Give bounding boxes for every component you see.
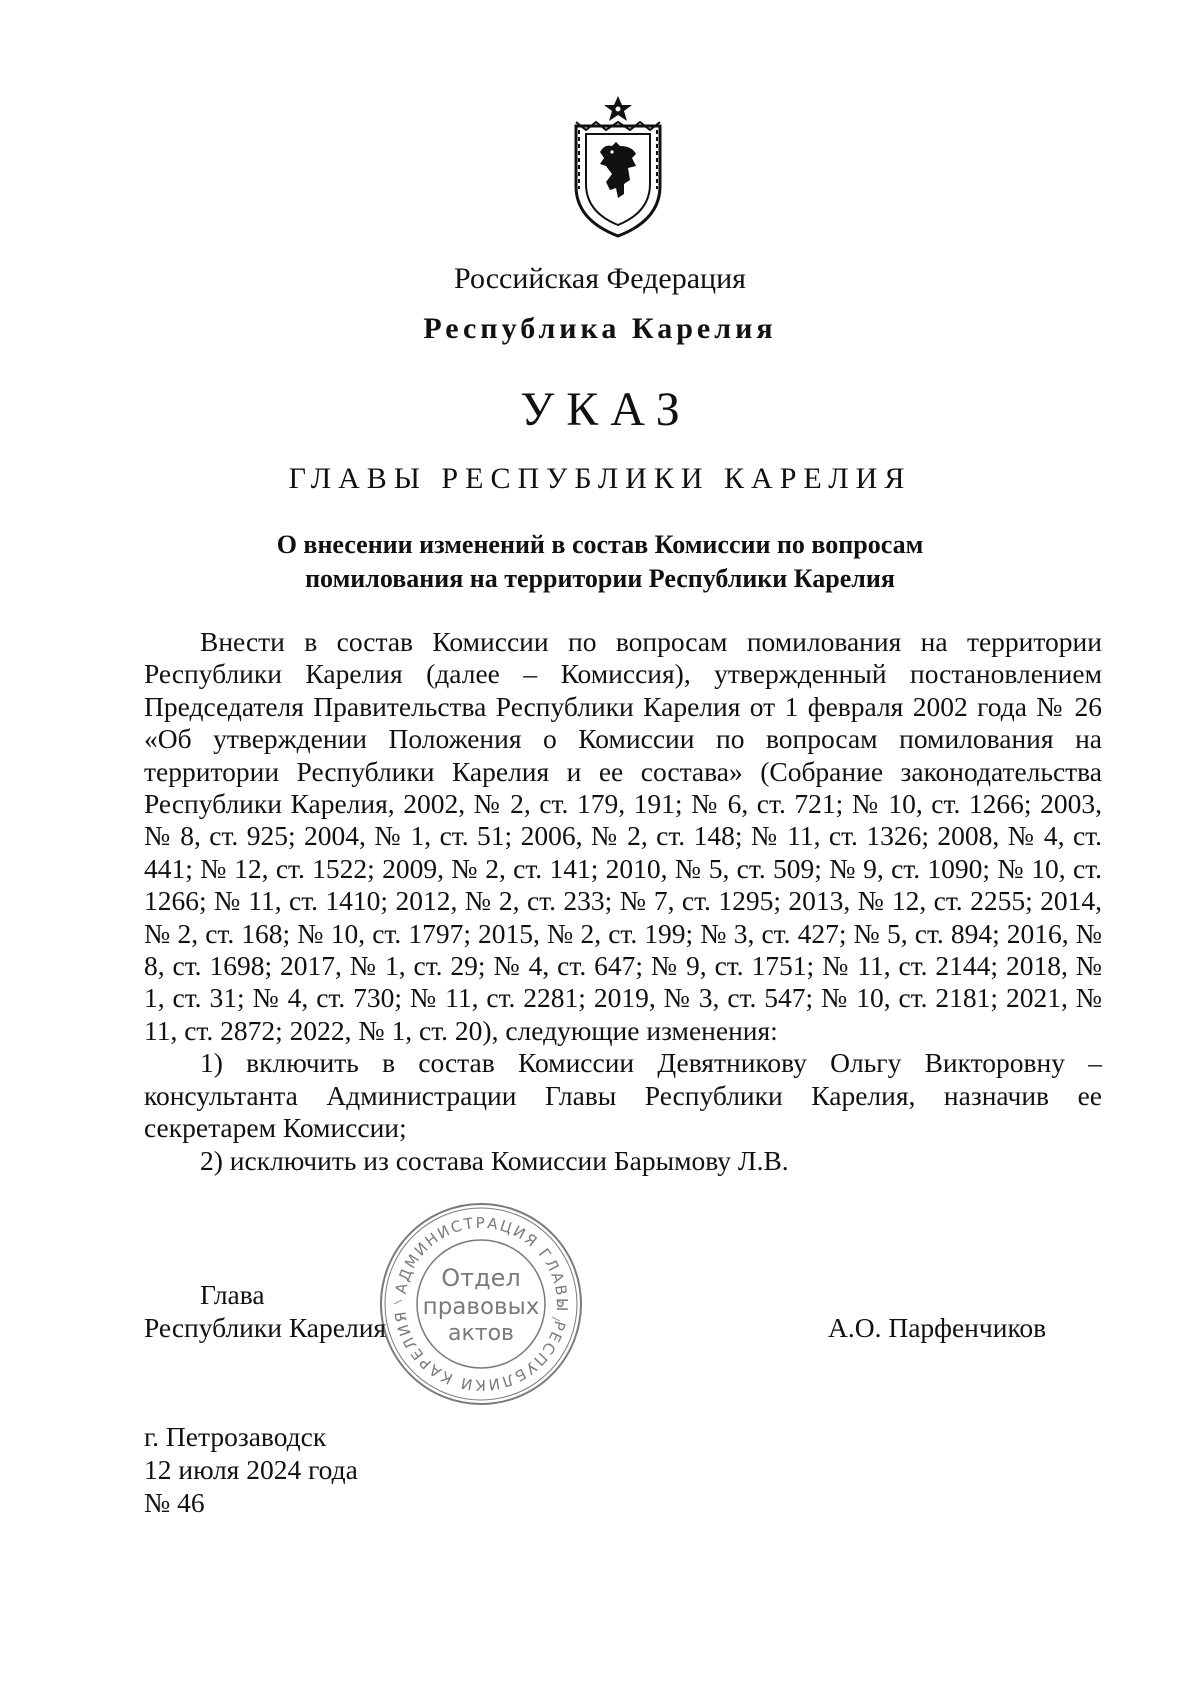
country-name: Российская Федерация <box>454 262 746 295</box>
signatory-title-line-1: Глава <box>200 1279 265 1310</box>
issue-details <box>144 1420 358 1519</box>
title-line-2: помилования на территории Республики Карелия <box>305 564 895 593</box>
signatory-title-line-2: Республики Карелия <box>144 1312 387 1343</box>
republic-name: Республика Карелия <box>423 312 777 345</box>
issuer-line: ГЛАВЫ РЕСПУБЛИКИ КАРЕЛИЯ <box>288 462 912 495</box>
karelia-coat-of-arms-icon <box>566 94 670 238</box>
issue-city: г. Петрозаводск <box>144 1421 327 1452</box>
stamp-line-3: актов <box>447 1321 515 1346</box>
main-paragraph: Внести в состав Комиссии по вопросам помилования на территории Республики Карелия (далее – Комиссия), утвержденный постановлением Председателя Правительства Республики Карелия от 1 февраля 2002 года № 26 «Об утверждении Положения о Комиссии по вопросам помилования на территории Республики Карелия и ее состава» (Собрание законодательства Республики Карелия, 2002, № 2, ст. 179, 191; № 6, ст. 721; № 10, ст. 1266; 2003, № 8, ст. 925; 2004, № 1, ст. 51; 2006, № 2, ст. 148; № 11, ст. 1326; 2008, № 4, ст. 441; № 12, ст. 1522; 2009, № 2, ст. 141; 2010, № 5, ст. 509; № 9, ст. 1090; № 10, ст. 1266; № 11, ст. 1410; 2012, № 2, ст. 233; № 7, ст. 1295; 2013, № 12, ст. 2255; 2014, № 2, ст. 168; № 10, ст. 1797; 2015, № 2, ст. 199; № 3, ст. 427; № 5, ст. 894; 2016, № 8, ст. 1698; 2017, № 1, ст. 29; № 4, ст. 647; № 9, ст. 1751; № 11, ст. 2144; 2018, № 1, ст. 31; № 4, ст. 730; № 11, ст. 2281; 2019, № 3, ст. 547; № 10, ст. 2181; 2021, № 11, ст. 2872; 2022, № 1, ст. 20), следующие изменения: <box>144 626 1102 1046</box>
item-1: 1) включить в состав Комиссии Девятникову Ольгу Викторовну – консультанта Администрации Главы Республики Карелия, назначив ее секретарем Комиссии; <box>144 1047 1102 1144</box>
decree-body <box>144 626 1102 1177</box>
official-stamp <box>378 1201 584 1407</box>
document-type: УКАЗ <box>520 383 692 436</box>
stamp-ring-text: АДМИНИСТРАЦИЯ ГЛАВЫ РЕСПУБЛИКИ КАРЕЛИЯ <box>391 1213 572 1395</box>
document-title <box>150 528 1050 596</box>
decree-number: № 46 <box>144 1487 205 1518</box>
signatory-name: А.О. Парфенчиков <box>828 1312 1047 1343</box>
item-2: 2) исключить из состава Комиссии Барымову Л.В. <box>200 1144 789 1176</box>
title-line-1: О внесении изменений в состав Комиссии по вопросам <box>276 530 924 559</box>
signatory-title <box>144 1278 386 1344</box>
stamp-line-2: правовых <box>422 1294 540 1320</box>
stamp-line-1: Отдел <box>441 1264 521 1292</box>
issue-date: 12 июля 2024 года <box>144 1454 358 1485</box>
